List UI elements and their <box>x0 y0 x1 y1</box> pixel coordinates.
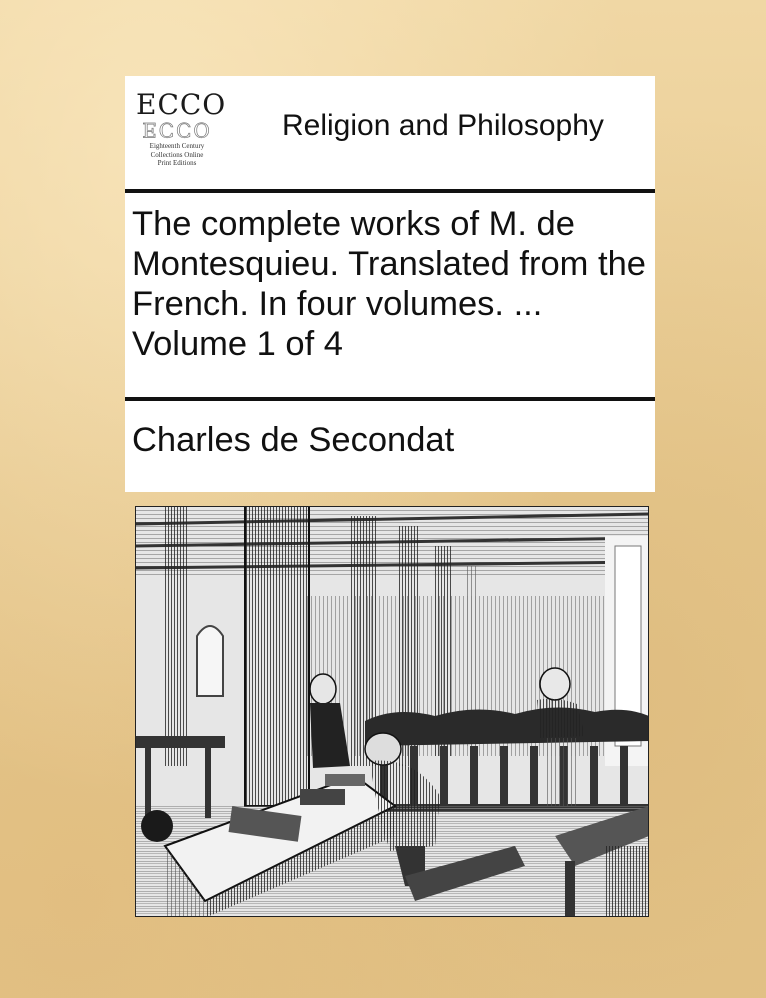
ecco-logo-mark: ECCO <box>136 88 227 121</box>
top-divider <box>125 189 655 193</box>
book-title: The complete works of M. de Montesquieu. Translated from the French. In four volumes. ... Volume 1 of 4 <box>132 205 646 363</box>
book-author: Charles de Secondat <box>132 421 455 459</box>
bottom-divider <box>125 397 655 401</box>
ecco-logo-subtitle: Eighteenth Century Collections Online Print Editions <box>149 142 205 167</box>
series-header <box>125 76 655 189</box>
category-label: Religion and Philosophy <box>282 109 604 142</box>
cover-engraving-illustration <box>135 506 649 917</box>
cover-label-panel <box>125 76 655 492</box>
ecco-logo <box>136 84 227 180</box>
ecco-logo-mirror: ECCO <box>142 118 212 142</box>
